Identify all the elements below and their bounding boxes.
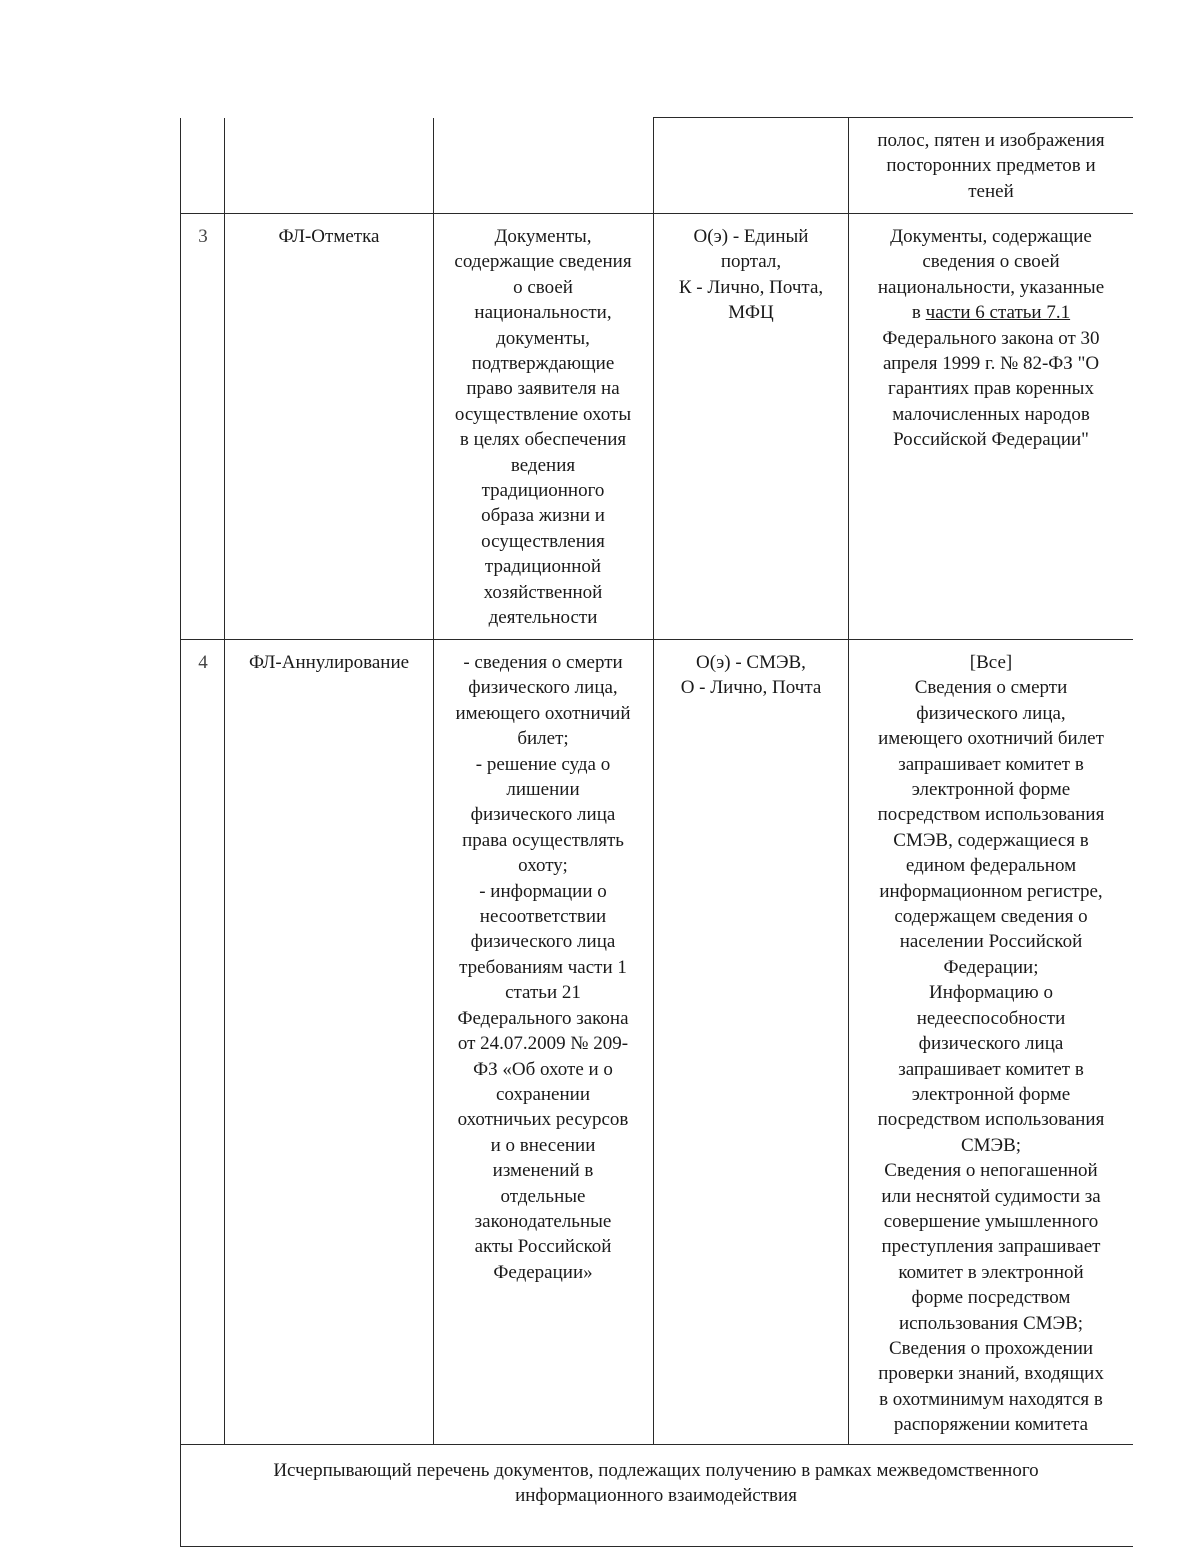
row-divider-1 — [180, 213, 1133, 214]
column-divider-2 — [433, 118, 434, 1444]
row-continued-requirements: полос, пятен и изображения посторонних предметов и теней — [877, 130, 1105, 202]
column-divider-1 — [224, 118, 225, 1444]
table-bottom-border — [180, 1546, 1133, 1547]
row-3-requirements — [852, 224, 1130, 453]
law-article-link[interactable]: части 6 статьи 7.1 — [925, 302, 1071, 324]
row-4-channels: О(э) - СМЭВ, О - Лично, Почта — [680, 652, 822, 699]
row-divider-3 — [180, 1444, 1133, 1445]
table-left-border — [180, 118, 181, 1546]
row-divider-2 — [180, 639, 1133, 640]
row-3-documents: Документы, содержащие сведения о своей национальности, документы, подтверждающие право заявителя на осуществление охоты в целях обеспечения ведения традиционного образа жизни и осуществления традиционной хозяйственной деятельности — [454, 226, 632, 629]
cell-top-border — [653, 117, 1133, 118]
row-3-requirements-text-2: Федерального закона от 30 апреля 1999 г. № 82-ФЗ "О гарантиях прав коренных малочисленных народов Российской Федерации" — [882, 327, 1100, 451]
row-4-name: ФЛ-Аннулирование — [248, 652, 410, 673]
row-4-number: 4 — [198, 652, 208, 673]
row-3-requirements-text: Документы, содержащие сведения о своей национальности, указанные в — [877, 226, 1105, 324]
row-3-channels: О(э) - Единый портал, К - Лично, Почта, МФЦ — [678, 226, 824, 324]
row-3-name: ФЛ-Отметка — [278, 226, 380, 247]
row-3-number: 3 — [198, 226, 208, 247]
row-4-documents: - сведения о смерти физического лица, имеющего охотничий билет; - решение суда о лишении физического лица права осуществлять охоту; - информации о несоответствии физического лица требованиям части 1 статьи 21 Федерального закона от 24.07.2009 № 209- ФЗ «Об охоте и о сохранении охотничьих ресурсов и о внесении изменений в отдельные законодательные акты Российской Федерации» — [455, 652, 631, 1283]
section-heading: Исчерпывающий перечень документов, подлежащих получению в рамках межведомственного информационного взаимодействия — [273, 1460, 1039, 1506]
column-divider-4 — [848, 118, 849, 1444]
row-4-requirements: [Все] Сведения о смерти физического лица, имеющего охотничий билет запрашивает комитет в электронной форме посредством использования СМЭВ, содержащиеся в едином федеральном информационном регистре, содержащем сведения о населении Российской Федерации; Информацию о недееспособности физического лица запрашивает комитет в электронной форме посредством использования СМЭВ; Сведения о непогашенной или неснятой судимости за совершение умышленного преступления запрашивает комитет в электронной форме посредством использования СМЭВ; Сведения о прохождении проверки знаний, входящих в охотминимум находятся в распоряжении комитета — [877, 652, 1105, 1436]
column-divider-3 — [653, 118, 654, 1444]
